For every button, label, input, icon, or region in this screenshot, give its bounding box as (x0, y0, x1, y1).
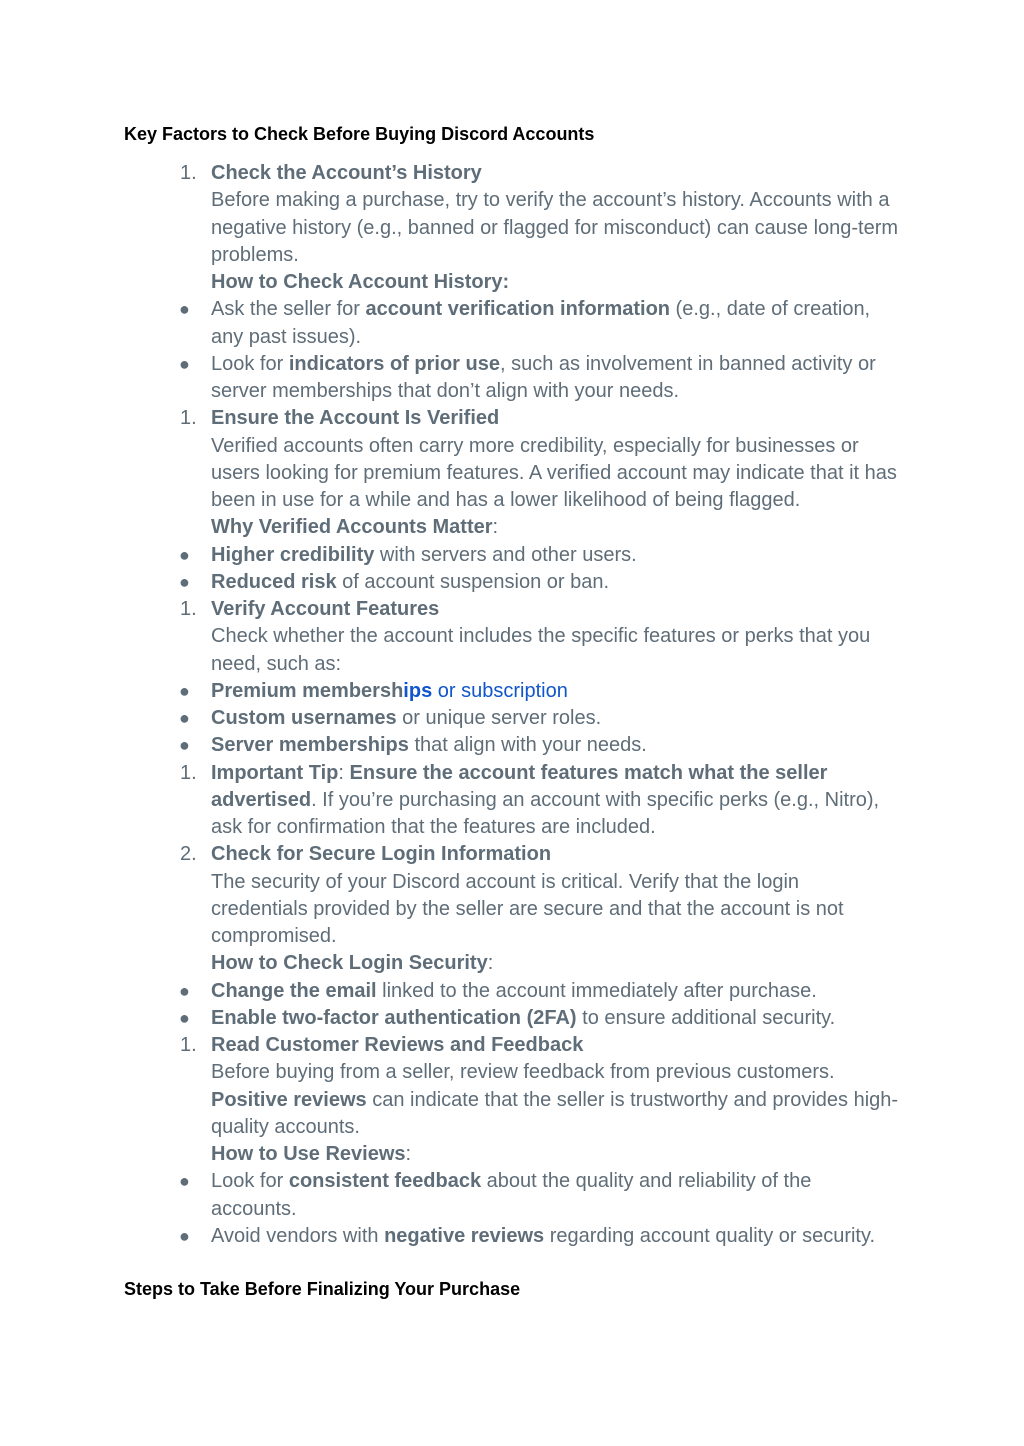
bullet-icon: ● (179, 980, 190, 1001)
bullet-icon: ● (179, 1007, 190, 1028)
bullet-text: Look for (211, 352, 289, 375)
item-description: The security of your Discord account is critical. Verify that the login credentials provided by the seller are secure and that the account is not compromised. (211, 870, 844, 947)
description-bold: Positive reviews (211, 1088, 367, 1111)
subheading-suffix: : (405, 1143, 412, 1165)
bullet-bold: consistent feedback (288, 1170, 482, 1193)
subheading-suffix: : (492, 516, 499, 539)
bullet-icon: ● (179, 299, 190, 320)
bullet-text: to ensure additional security. (576, 1006, 836, 1029)
link-bold[interactable]: ips (403, 679, 433, 702)
bullet-text: (e.g., date of creation, any past issues). (211, 298, 871, 348)
numbered-item-verified (0, 405, 901, 541)
bullet-text: , such as involvement in banned activity or server memberships that don’t align with your needs. (211, 352, 876, 402)
bullet-text: Ask the seller for (211, 298, 366, 321)
item-title: Verify Account Features (211, 598, 440, 620)
bullet-item (0, 351, 901, 406)
bullet-icon: ● (179, 1171, 190, 1192)
item-title: Read Customer Reviews and Feedback (211, 1034, 584, 1056)
link-text[interactable]: or subscription (432, 679, 568, 702)
bullet-bold: account verification information (365, 298, 670, 321)
list-number: 1. (180, 761, 197, 784)
item-subheading: Why Verified Accounts Matter (211, 516, 493, 539)
bullet-bold: Higher credibility (211, 543, 375, 566)
bullet-item (0, 296, 901, 351)
bullet-icon: ● (179, 353, 190, 374)
bullet-bold: Custom usernames (211, 707, 397, 729)
item-title: Ensure the Account Is Verified (211, 407, 500, 430)
bullet-icon: ● (179, 571, 190, 592)
bullet-item (0, 1168, 901, 1223)
list-number: 1. (180, 162, 197, 184)
bullet-item (0, 705, 901, 732)
bullet-icon: ● (179, 544, 190, 565)
item-subheading: How to Check Account History: (211, 271, 510, 293)
item-title: Check the Account’s History (211, 162, 482, 184)
bullet-item (0, 542, 901, 569)
bullet-item (0, 732, 901, 759)
section-heading-steps: Steps to Take Before Finalizing Your Purchase (124, 1279, 521, 1299)
numbered-item-important-tip (0, 760, 901, 842)
item-description: Check whether the account includes the specific features or perks that you need, such as: (211, 625, 871, 675)
bullet-item (0, 1005, 901, 1032)
list-number: 2. (180, 843, 197, 866)
item-subheading: How to Check Login Security (211, 952, 488, 975)
bullet-text: linked to the account immediately after purchase. (376, 979, 817, 1002)
bullet-text: Avoid vendors with (211, 1224, 385, 1247)
bullet-bold: Change the email (211, 979, 377, 1002)
list-number: 1. (180, 407, 197, 430)
tip-bold: Ensure the account features match what the seller advertised (211, 761, 828, 811)
bullet-text: about the quality and reliability of the accounts. (211, 1170, 812, 1220)
bullet-item (0, 678, 901, 705)
tip-separator: : (338, 761, 350, 784)
bullet-bold: Premium membersh (211, 679, 404, 702)
bullet-text: that align with your needs. (408, 734, 647, 757)
bullet-bold: negative reviews (384, 1224, 545, 1247)
item-title: Check for Secure Login Information (211, 843, 552, 866)
bullet-item (0, 569, 901, 596)
item-description: Before buying from a seller, review feedback from previous customers. (211, 1061, 835, 1084)
bullet-bold: Reduced risk (211, 570, 337, 593)
bullet-text: regarding account quality or security. (544, 1224, 876, 1247)
list-number: 1. (180, 1034, 197, 1056)
bullet-icon: ● (179, 1225, 190, 1246)
bullet-item (0, 1223, 901, 1250)
bullet-text: of account suspension or ban. (336, 570, 610, 593)
document-body (0, 160, 1024, 1250)
bullet-text: or unique server roles. (396, 707, 602, 729)
numbered-item-features (0, 596, 901, 678)
numbered-item-login-security (0, 841, 901, 977)
numbered-item-reviews (0, 1032, 901, 1168)
numbered-item-account-history (0, 160, 901, 296)
bullet-bold: Enable two-factor authentication (2FA) (211, 1006, 577, 1029)
bullet-item (0, 978, 901, 1005)
bullet-icon: ● (179, 680, 190, 701)
tip-text: . If you’re purchasing an account with specific perks (e.g., Nitro), ask for confirmation that the features are included. (211, 788, 880, 838)
subheading-suffix: : (487, 952, 494, 975)
list-number: 1. (180, 598, 197, 620)
tip-label: Important Tip (211, 761, 339, 784)
bullet-bold: indicators of prior use (288, 352, 500, 375)
bullet-bold: Server memberships (211, 734, 409, 757)
bullet-text: Look for (211, 1170, 289, 1193)
bullet-text: with servers and other users. (374, 543, 637, 566)
item-description: Before making a purchase, try to verify the account’s history. Accounts with a negative history (e.g., banned or flagged for misconduct) can cause long-term problems. (211, 189, 899, 266)
item-description: Verified accounts often carry more credibility, especially for businesses or users looking for premium features. A verified account may indicate that it has been in use for a while and has a lower likelihood of being flagged. (211, 434, 897, 511)
description-text: can indicate that the seller is trustworthy and provides high-quality accounts. (211, 1088, 899, 1138)
bullet-icon: ● (179, 708, 190, 728)
item-subheading: How to Use Reviews (211, 1143, 406, 1165)
bullet-icon: ● (179, 735, 190, 756)
section-heading-key-factors: Key Factors to Check Before Buying Discord Accounts (124, 124, 595, 144)
